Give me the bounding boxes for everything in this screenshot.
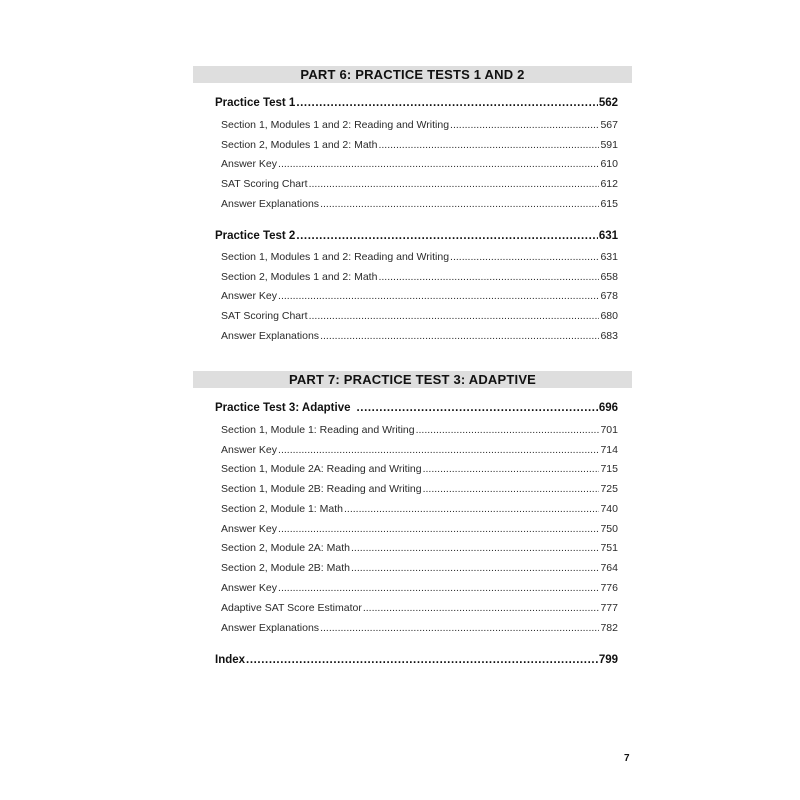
subentry-label: Section 1, Module 2A: Reading and Writing xyxy=(221,463,422,475)
dot-leader xyxy=(278,158,599,170)
subentry-label: Answer Key xyxy=(221,158,278,170)
entry-page: 799 xyxy=(598,654,618,666)
subentry-page: 725 xyxy=(600,483,618,495)
dot-leader xyxy=(309,310,600,322)
entry-title: Practice Test 1 xyxy=(215,97,296,109)
toc-subentry[interactable] xyxy=(221,562,618,574)
dot-leader xyxy=(320,622,599,634)
subentry-label: Answer Explanations xyxy=(221,622,320,634)
toc-subentry[interactable] xyxy=(221,582,618,594)
dot-leader xyxy=(363,602,600,614)
toc-subentry[interactable] xyxy=(221,178,618,190)
subentry-page: 714 xyxy=(600,444,618,456)
toc-subentry[interactable] xyxy=(221,503,618,515)
subentry-page: 631 xyxy=(600,251,618,263)
subentry-page: 750 xyxy=(600,523,618,535)
dot-leader xyxy=(351,562,599,574)
dot-leader xyxy=(416,424,600,436)
entry-page: 696 xyxy=(598,402,618,414)
toc-subentry[interactable] xyxy=(221,542,618,554)
toc-subentry[interactable] xyxy=(221,271,618,283)
toc-entry-index[interactable] xyxy=(215,654,618,666)
toc-subentry[interactable] xyxy=(221,330,618,342)
subentry-page: 680 xyxy=(600,310,618,322)
dot-leader xyxy=(450,251,599,263)
subentry-label: Section 2, Module 2B: Math xyxy=(221,562,350,574)
subentry-label: SAT Scoring Chart xyxy=(221,178,308,190)
dot-leader xyxy=(246,654,598,666)
subentry-label: Answer Key xyxy=(221,582,278,594)
subentry-label: Answer Explanations xyxy=(221,198,320,210)
toc-subentry[interactable] xyxy=(221,622,618,634)
subentry-label: SAT Scoring Chart xyxy=(221,310,308,322)
subentry-page: 777 xyxy=(600,602,618,614)
subentry-page: 764 xyxy=(600,562,618,574)
dot-leader xyxy=(278,582,599,594)
toc-entry-practice-test-3[interactable] xyxy=(215,402,618,414)
entry-title: Index xyxy=(215,654,246,666)
entry-page: 631 xyxy=(598,230,618,242)
subentry-label: Answer Key xyxy=(221,290,278,302)
subentry-label: Section 1, Module 2B: Reading and Writing xyxy=(221,483,422,495)
subentry-label: Answer Key xyxy=(221,444,278,456)
dot-leader xyxy=(423,483,600,495)
entry-page: 562 xyxy=(598,97,618,109)
subentry-label: Section 2, Module 2A: Math xyxy=(221,542,350,554)
toc-subentry[interactable] xyxy=(221,310,618,322)
dot-leader xyxy=(450,119,599,131)
subentry-label: Section 2, Modules 1 and 2: Math xyxy=(221,271,378,283)
toc-subentry[interactable] xyxy=(221,139,618,151)
toc-subentry[interactable] xyxy=(221,463,618,475)
part7-heading: PART 7: PRACTICE TEST 3: ADAPTIVE xyxy=(193,371,632,388)
toc-subentry[interactable] xyxy=(221,290,618,302)
dot-leader xyxy=(423,463,600,475)
dot-leader xyxy=(351,542,599,554)
subentry-page: 658 xyxy=(600,271,618,283)
dot-leader xyxy=(320,330,599,342)
subentry-page: 612 xyxy=(600,178,618,190)
toc-subentry[interactable] xyxy=(221,251,618,263)
subentry-page: 751 xyxy=(600,542,618,554)
dot-leader xyxy=(378,271,599,283)
dot-leader xyxy=(278,290,599,302)
entry-title: Practice Test 3: Adaptive xyxy=(215,402,351,414)
toc-subentry[interactable] xyxy=(221,424,618,436)
dot-leader xyxy=(357,402,598,414)
toc-entry-practice-test-1[interactable] xyxy=(215,97,618,109)
subentry-page: 683 xyxy=(600,330,618,342)
subentry-label: Adaptive SAT Score Estimator xyxy=(221,602,362,614)
subentry-label: Section 1, Module 1: Reading and Writing xyxy=(221,424,415,436)
toc-entry-practice-test-2[interactable] xyxy=(215,230,618,242)
toc-subentry[interactable] xyxy=(221,444,618,456)
subentry-label: Section 2, Module 1: Math xyxy=(221,503,343,515)
dot-leader xyxy=(344,503,599,515)
toc-subentry[interactable] xyxy=(221,602,618,614)
dot-leader xyxy=(320,198,599,210)
dot-leader xyxy=(309,178,600,190)
part6-heading: PART 6: PRACTICE TESTS 1 AND 2 xyxy=(193,66,632,83)
dot-leader xyxy=(378,139,599,151)
subentry-label: Answer Key xyxy=(221,523,278,535)
subentry-page: 740 xyxy=(600,503,618,515)
toc-subentry[interactable] xyxy=(221,483,618,495)
page-number: 7 xyxy=(624,753,630,764)
subentry-page: 776 xyxy=(600,582,618,594)
dot-leader xyxy=(278,523,599,535)
subentry-page: 715 xyxy=(600,463,618,475)
subentry-label: Section 1, Modules 1 and 2: Reading and Writing xyxy=(221,251,450,263)
toc-subentry[interactable] xyxy=(221,119,618,131)
dot-leader xyxy=(296,230,597,242)
subentry-page: 782 xyxy=(600,622,618,634)
entry-title: Practice Test 2 xyxy=(215,230,296,242)
toc-subentry[interactable] xyxy=(221,158,618,170)
subentry-label: Answer Explanations xyxy=(221,330,320,342)
subentry-page: 678 xyxy=(600,290,618,302)
subentry-label: Section 1, Modules 1 and 2: Reading and Writing xyxy=(221,119,450,131)
subentry-page: 567 xyxy=(600,119,618,131)
subentry-page: 615 xyxy=(600,198,618,210)
subentry-page: 591 xyxy=(600,139,618,151)
subentry-page: 701 xyxy=(600,424,618,436)
toc-subentry[interactable] xyxy=(221,523,618,535)
dot-leader xyxy=(278,444,599,456)
subentry-page: 610 xyxy=(600,158,618,170)
toc-subentry[interactable] xyxy=(221,198,618,210)
subentry-label: Section 2, Modules 1 and 2: Math xyxy=(221,139,378,151)
dot-leader xyxy=(296,97,597,109)
